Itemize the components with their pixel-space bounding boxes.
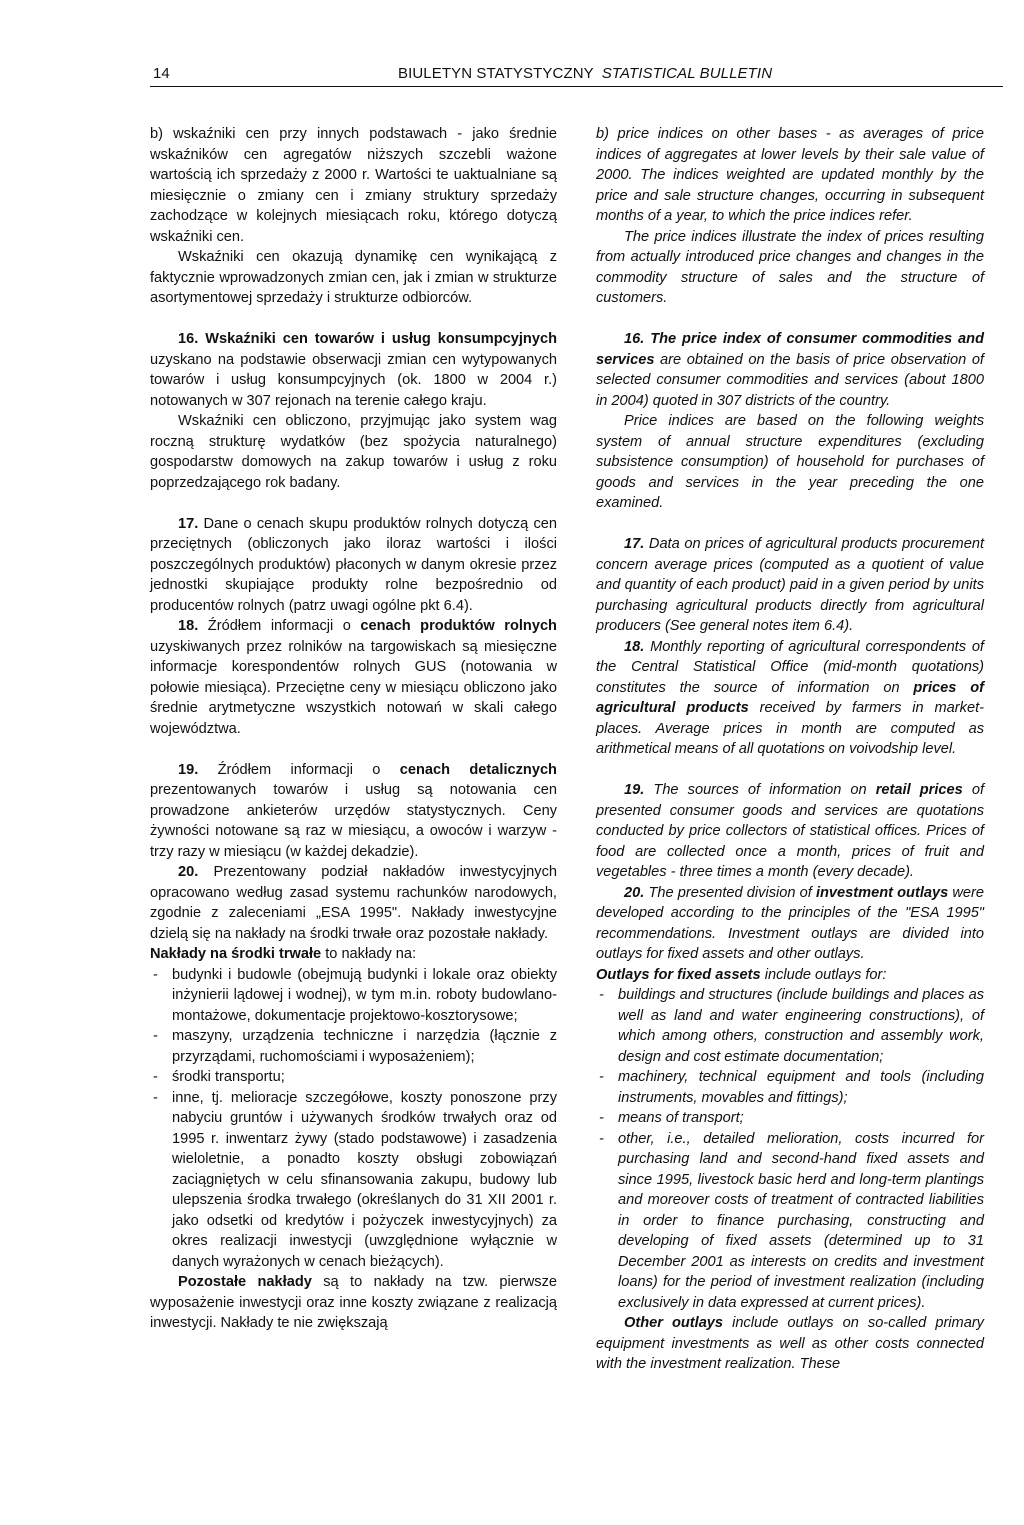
paragraph-20-text: were developed according to the principles of the "ESA 1995" recommendations. Investment outlays are divided into outlays for fixed assets and other outlays. [596,884,985,962]
fixed-assets-intro [596,965,984,986]
paragraph-18-heading: cenach produktów rolnych [360,618,557,634]
item-number-20: 20. [624,884,645,901]
paragraph-19 [596,780,984,883]
paragraph-18-lead: Źródłem informacji o [207,618,351,634]
item-number-17: 17. [624,536,645,552]
item-number-16: 16. [178,331,199,347]
other-outlays-paragraph [150,1272,557,1334]
paragraph-16-2: Wskaźniki cen obliczono, przyjmując jako system wag roczną strukturę wydatków (bez spożycia naturalnego) gospodarstw domowych na zakup towarów i usług z roku poprzedzającego rok badany. [150,413,557,491]
paragraph-17 [596,534,984,637]
list-item: - means of transport; [596,1108,984,1129]
item-number-19: 19. [178,761,199,778]
paragraph-17-text: Data on prices of agricultural products procurement concern average prices (computed as a quotient of value and quantity of each product) paid in a given period by units purchasing agricultural products directly from agricultural producers (See general notes item 6.4). [596,536,984,634]
paragraph-19-lead: The sources of information on [653,782,867,798]
fixed-assets-list [596,985,984,1313]
paragraph-18-text: uzyskiwanych przez rolników na targowiskach są miesięczne informacje korespondentów rolnych GUS (notowania w połowie miesiąca). Przeciętne ceny w miesiącu obliczono jako średnie arytmetyczne wszystkich notowań w skali całego województwa. [150,638,557,737]
list-item: - machinery, technical equipment and tools (including instruments, movables and fittings); [596,1067,984,1108]
paragraph-19-text: prezentowanych towarów i usług są notowania cen prowadzone ankieterów urzędów statystycznych. Ceny żywności notowane są raz w miesiącu, a owoców i warzyw - trzy razy w miesiącu (w każdej dekadzie). [150,782,557,860]
paragraph-16 [150,329,557,411]
fixed-assets-heading: Nakłady na środki trwałe [150,946,322,962]
other-outlays-heading: Pozostałe nakłady [178,1274,312,1290]
list-item: - budynki i budowle (obejmują budynki i lokale oraz obiekty inżynierii lądowej i wodnej), w tym m.in. roboty budowlano-montażowe, dokumentacje projektowo-kosztorysowe; [150,965,557,1027]
fixed-assets-intro [150,944,557,965]
item-number-18: 18. [178,618,199,634]
english-column [596,124,984,1375]
paragraph-b: b) wskaźniki cen przy innych podstawach - jako średnie wskaźników cen agregatów niższych szczebli ważone wartością ich sprzedaży z 2000 r. Wartości te uaktualniane są miesięcznie o zmiany cen i zmiany struktury sprzedaży zachodzące w kolejnych miesiącach roku, którego dotyczą wskaźniki cen. [150,126,557,245]
paragraph-20-lead: The presented division of [648,884,812,901]
paragraph-b: b) price indices on other bases - as averages of price indices of aggregates at lower levels by their sale value of 2000. The indices weighted are updated monthly by the price and sale structure changes, occurring in subsequent months of a year, to which the price indices refer. [596,126,984,224]
paragraph-b-2: Wskaźniki cen okazują dynamikę cen wynikającą z faktycznie wprowadzonych zmian cen, jak i zmian w strukturze asortymentowej sprzedaży i strukturze odbiorców. [150,249,557,306]
list-item: - środki transportu; [150,1067,557,1088]
other-outlays-text: include outlays on so-called primary equipment investments as well as other costs connected with the investment realization. These [596,1315,984,1372]
paragraph-17-text: Dane o cenach skupu produktów rolnych dotyczą cen przeciętnych (obliczonych jako iloraz wartości i ilości poszczególnych produktów) płaconych w danym okresie przez jednostki skupiające produkty rolne bezpośrednio od producentów rolnych (patrz uwagi ogólne pkt 6.4). [150,515,557,614]
paragraph-16-2: Price indices are based on the following weights system of annual structure expenditures (excluding subsistence consumption) of household for purchases of goods and services in the year preceding the one examined. [596,413,984,511]
bulletin-title [398,64,772,84]
other-outlays-paragraph [596,1313,984,1375]
paragraph-16-text: uzyskano na podstawie obserwacji zmian cen wytypowanych towarów i usług konsumpcyjnych (ok. 1800 w 2004 r.) notowanych w 307 rejonach na terenie całego kraju. [150,351,557,409]
paragraph-16-heading: Wskaźniki cen towarów i usług konsumpcyjnych [205,331,557,347]
item-number-20: 20. [178,864,199,880]
fixed-assets-heading: Outlays for fixed assets [596,966,761,983]
fixed-assets-list [150,965,557,1273]
other-outlays-text: są to nakłady na tzw. pierwsze wyposażenie inwestycji oraz inne koszty związane z realizacją inwestycji. Nakłady te nie zwiększają [150,1274,557,1331]
fixed-assets-text: to nakłady na: [325,946,417,962]
paragraph-16-heading: The price index of consumer commodities and services [596,331,984,368]
paragraph-b-2: The price indices illustrate the index of prices resulting from actually introduced price changes and changes in the commodity structure of sales and the structure of customers. [596,228,984,306]
page-number: 14 [153,65,170,82]
paragraph-16 [596,329,984,411]
paragraph-19-text: of presented consumer goods and services are quotations conducted by price collectors of statistical offices. Prices of food are collected once a month, prices of fruit and vegetables - three times a month (every decade). [596,782,985,880]
list-item: - inne, tj. melioracje szczegółowe, koszty ponoszone przy nabyciu gruntów i używanych środków trwałych oraz od 1995 r. inwentarz żywy (stado podstawowe) i zasadzenia wieloletnie, a ponadto koszty obsługi zobowiązań zaciągniętych w celu sfinansowania zakupu, budowy lub ulepszenia środka trwałego (określanych do 31 XII 2001 r. jako odsetki od kredytów i pożyczek inwestycyjnych) za okres realizacji inwestycji (uwzględnione wyłącznie w danych wyrażonych w cenach bieżących). [150,1088,557,1273]
list-item: - other, i.e., detailed melioration, costs incurred for purchasing land and second-hand fixed assets and since 1995, livestock basic herd and long-term plantings and moreover costs of treatment of contracted liabilities in order to finance purchasing, constructing and developing of fixed assets (determined up to 31 December 2001 as interests on credits and investment loans) for the period of investment realization (including exclusively in data expressed at current prices). [596,1129,984,1314]
list-item: - maszyny, urządzenia techniczne i narzędzia (łącznie z przyrządami, ruchomościami i wyposażeniem); [150,1026,557,1067]
polish-column [150,124,557,1334]
paragraph-20-text: Prezentowany podział nakładów inwestycyjnych opracowano według zasad systemu rachunków narodowych, zgodnie z zaleceniami „ESA 1995". Nakłady inwestycyjne dzielą się na nakłady na środki trwałe oraz pozostałe nakłady. [150,864,557,942]
fixed-assets-text: include outlays for: [764,966,887,983]
list-item: - buildings and structures (include buildings and places as well as land and water engineering constructions), of which among others, construction and assembly work, design and cost estimate documentation; [596,985,984,1067]
item-number-17: 17. [178,515,199,532]
bulletin-title-pl: BIULETYN STATYSTYCZNY [398,65,594,82]
paragraph-18-lead: Monthly reporting of agricultural correspondents of the Central Statistical Office (mid-month quotations) constitutes the source of information on [596,638,984,696]
paragraph-19-heading: retail prices [875,782,963,798]
bulletin-title-en: STATISTICAL BULLETIN [601,65,773,82]
running-header [150,64,1003,87]
paragraph-16-text: are obtained on the basis of price observation of selected consumer commodities and services (about 1800 in 2004) quoted in 307 districts of the country. [596,351,984,409]
paragraph-18-text: received by farmers in market-places. Average prices in month are computed as arithmetical means of all quotations on voivodship level. [596,700,984,757]
paragraph-20-heading: investment outlays [815,884,949,901]
paragraph-20 [596,883,984,965]
paragraph-18 [596,637,984,760]
paragraph-18-heading: prices of agricultural products [596,679,984,716]
paragraph-19-heading: cenach detalicznych [399,761,557,778]
paragraph-17 [150,514,557,617]
item-number-16: 16. [624,331,645,347]
paragraph-18 [150,616,557,739]
paragraph-20 [150,862,557,944]
other-outlays-heading: Other outlays [624,1315,724,1331]
paragraph-19 [150,760,557,863]
item-number-19: 19. [624,782,645,798]
item-number-18: 18. [624,638,645,655]
paragraph-19-lead: Źródłem informacji o [217,761,381,778]
